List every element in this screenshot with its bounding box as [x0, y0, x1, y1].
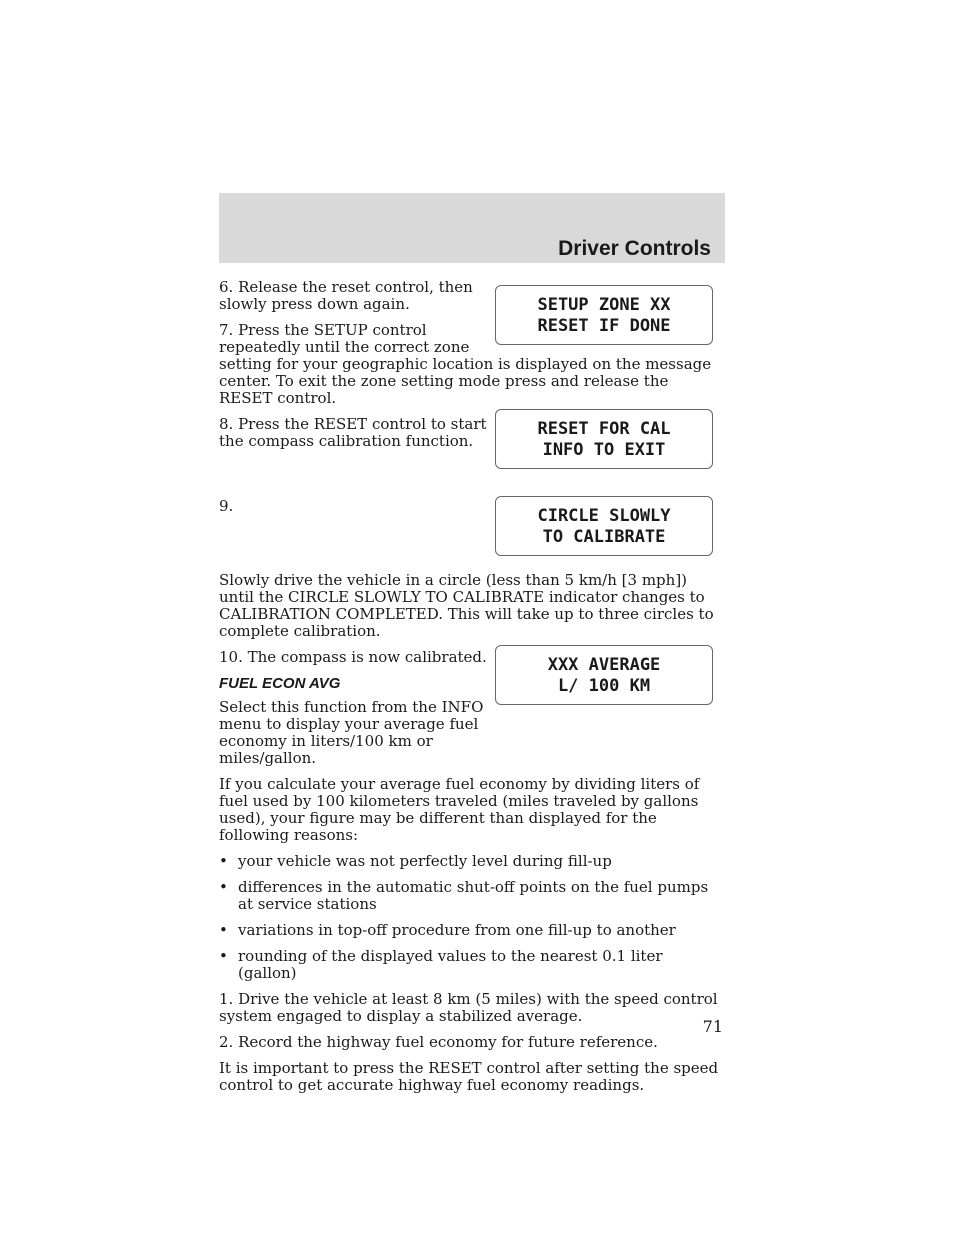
display-line-1: CIRCLE SLOWLY: [537, 506, 671, 526]
list-item-text: variations in top-off procedure from one fill-up to another: [238, 921, 676, 939]
step-9: 9. Slowly drive the vehicle in a circle (less than 5 km/h [3 mph]) until the CIRCLE SLOWLY TO CALIBRATE indicator changes to CALIBRATION COMPLETED. This will take up to three circles to complete calibration.: [219, 497, 714, 640]
list-item: [219, 853, 725, 870]
list-item-text: differences in the automatic shut-off points on the fuel pumps at service stations: [238, 878, 709, 913]
bullet: •: [219, 852, 228, 870]
bullet: •: [219, 878, 228, 896]
page-body: [219, 279, 725, 1103]
list-item-text: rounding of the displayed values to the nearest 0.1 liter (gallon): [238, 947, 663, 982]
display-line-2: INFO TO EXIT: [542, 440, 666, 460]
fuel-step-1: 1. Drive the vehicle at least 8 km (5 miles) with the speed control system engaged to display a stabilized average.: [219, 990, 718, 1025]
reasons-list: [219, 853, 725, 982]
list-item: [219, 948, 725, 982]
step-10: 10. The compass is now calibrated.: [219, 648, 487, 666]
display-line-1: XXX AVERAGE: [547, 655, 661, 675]
section-header: [219, 193, 725, 263]
fuel-calc-explanation: If you calculate your average fuel economy by dividing liters of fuel used by 100 kilometers traveled (miles traveled by gallons used), your figure may be different than displayed for the following reasons:: [219, 775, 700, 844]
list-item: [219, 922, 725, 939]
fuel-step-2: 2. Record the highway fuel economy for future reference.: [219, 1033, 658, 1051]
list-item: [219, 879, 725, 913]
fuel-econ-heading: FUEL ECON AVG: [219, 675, 341, 692]
step-7: 7. Press the SETUP control repeatedly until the correct zone setting for your geographic location is displayed on the message center. To exit the zone setting mode press and release the RESET control.: [219, 321, 712, 407]
list-item-text: your vehicle was not perfectly level during fill-up: [238, 852, 612, 870]
section-title: Driver Controls: [558, 237, 711, 260]
display-line-2: RESET IF DONE: [537, 316, 671, 336]
display-line-1: SETUP ZONE XX: [537, 295, 671, 315]
step-6: 6. Release the reset control, then slowly press down again.: [219, 278, 473, 313]
bullet: •: [219, 947, 228, 965]
display-line-2: L/ 100 KM: [557, 676, 651, 696]
display-line-2: TO CALIBRATE: [542, 527, 666, 547]
bullet: •: [219, 921, 228, 939]
page-number: 71: [702, 1017, 723, 1036]
fuel-intro: Select this function from the INFO menu to display your average fuel economy in liters/100 km or miles/gallon.: [219, 698, 484, 767]
fuel-note: It is important to press the RESET control after setting the speed control to get accurate highway fuel economy readings.: [219, 1059, 719, 1094]
display-line-1: RESET FOR CAL: [537, 419, 671, 439]
step-8: 8. Press the RESET control to start the compass calibration function.: [219, 415, 487, 450]
